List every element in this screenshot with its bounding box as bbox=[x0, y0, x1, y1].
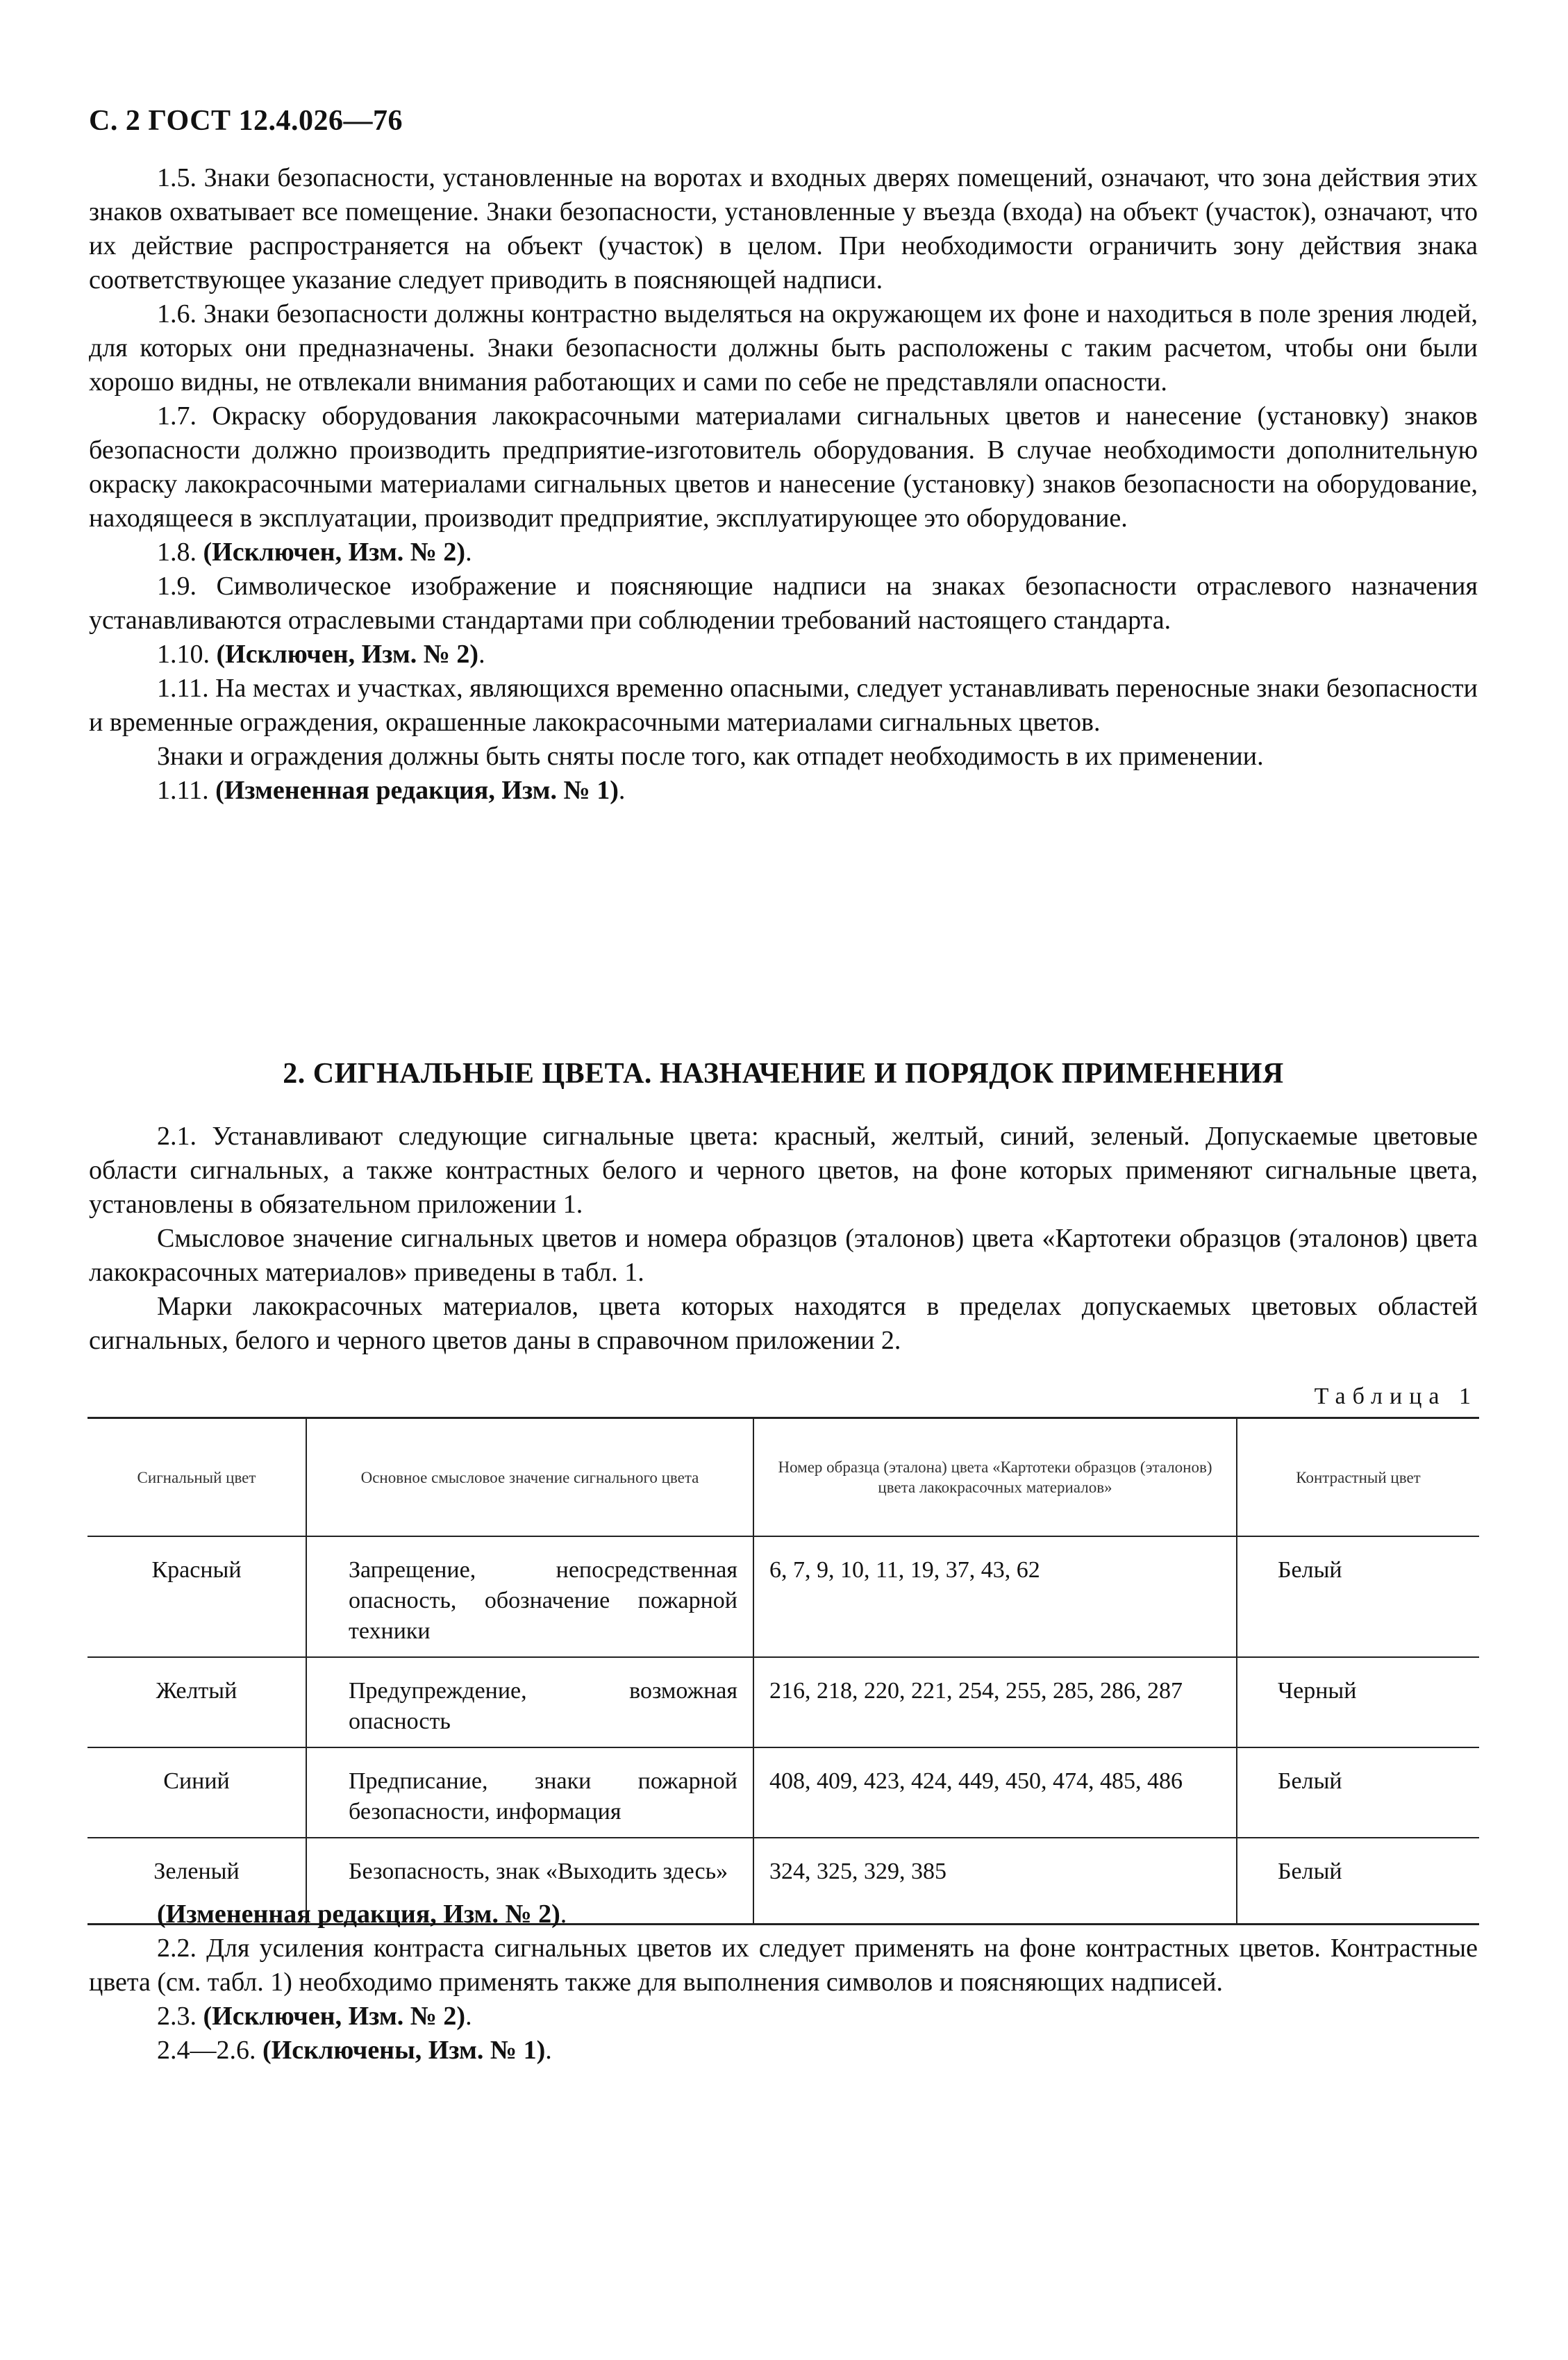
section-2-intro bbox=[89, 1120, 1478, 1358]
cell-contrast: Белый bbox=[1237, 1838, 1479, 1925]
paragraph-signs-removal: Знаки и ограждения должны быть сняты после того, как отпадет необходимость в их применении. bbox=[157, 742, 1264, 771]
clause-suffix: . bbox=[545, 2036, 552, 2065]
signal-colors-table bbox=[87, 1417, 1479, 1925]
clause-suffix: . bbox=[465, 2002, 472, 2031]
cell-samples: 408, 409, 423, 424, 449, 450, 474, 485, 486 bbox=[753, 1747, 1237, 1838]
cell-color: Красный bbox=[87, 1536, 306, 1657]
clause-suffix: . bbox=[560, 1900, 567, 1929]
cell-samples: 324, 325, 329, 385 bbox=[753, 1838, 1237, 1925]
cell-samples: 216, 218, 220, 221, 254, 255, 285, 286, 287 bbox=[753, 1657, 1237, 1747]
paragraph-paint-brands: Марки лакокрасочных материалов, цвета которых находятся в пределах допускаемых цветовых областей сигнальных, белого и черного цветов даны в справочном приложении 2. bbox=[89, 1292, 1478, 1355]
cell-color: Зеленый bbox=[87, 1838, 306, 1925]
cell-meaning: Предупреждение, возможная опасность bbox=[306, 1657, 753, 1747]
cell-contrast: Белый bbox=[1237, 1536, 1479, 1657]
amendment-note: (Исключен, Изм. № 2) bbox=[203, 2002, 466, 2031]
header-contrast-color: Контрастный цвет bbox=[1237, 1418, 1479, 1537]
paragraph-1-5: 1.5. Знаки безопасности, установленные на воротах и входных дверях помещений, означают, что зона действия этих знаков охватывает все помещение. Знаки безопасности, установленные у въезда (входа) на объект (участок), означают, что их действие распространяется на объект (участок) в целом. При необходимости ограничить зону действия знака соответствующее указание следует приводить в поясняющей надписи. bbox=[89, 163, 1478, 294]
table-row bbox=[87, 1657, 1479, 1747]
cell-contrast: Белый bbox=[1237, 1747, 1479, 1838]
paragraph-1-7: 1.7. Окраску оборудования лакокрасочными материалами сигнальных цветов и нанесение (установку) знаков безопасности должно производить предприятие-изготовитель оборудования. В случае необходимости дополнительную окраску лакокрасочными материалами сигнальных цветов и нанесение (установку) знаков безопасности на оборудование, находящееся в эксплуатации, производит предприятие, эксплуатирующее это оборудование. bbox=[89, 401, 1478, 533]
cell-color: Синий bbox=[87, 1747, 306, 1838]
clause-suffix: . bbox=[478, 640, 485, 669]
table-caption: Таблица 1 bbox=[1314, 1383, 1478, 1409]
paragraph-1-8 bbox=[89, 535, 1478, 570]
amendment-note: (Исключен, Изм. № 2) bbox=[216, 640, 479, 669]
paragraph-1-9: 1.9. Символическое изображение и поясняющие надписи на знаках безопасности отраслевого назначения устанавливаются отраслевыми стандартами при соблюдении требований настоящего стандарта. bbox=[89, 572, 1478, 635]
cell-meaning: Предписание, знаки пожарной безопасности, информация bbox=[306, 1747, 753, 1838]
paragraph-1-11-amendment bbox=[89, 774, 1478, 808]
clause-number: 2.4—2.6. bbox=[157, 2036, 262, 2065]
clause-number: 1.8. bbox=[157, 538, 203, 567]
paragraph-2-4-2-6 bbox=[89, 2034, 1478, 2068]
paragraph-1-6: 1.6. Знаки безопасности должны контрастно выделяться на окружающем их фоне и находиться в поле зрения людей, для которых они предназначены. Знаки безопасности должны быть расположены с таким расчетом, чтобы они были хорошо видны, не отвлекали внимания работающих и сами по себе не представляли опасности. bbox=[89, 299, 1478, 397]
paragraph-2-3 bbox=[89, 2000, 1478, 2034]
cell-meaning: Запрещение, непосредственная опасность, обозначение пожарной техники bbox=[306, 1536, 753, 1657]
section-1-body bbox=[89, 161, 1478, 808]
section-2-continuation bbox=[89, 1897, 1478, 2068]
section-2-title: 2. СИГНАЛЬНЫЕ ЦВЕТА. НАЗНАЧЕНИЕ И ПОРЯДОК ПРИМЕНЕНИЯ bbox=[283, 1058, 1284, 1090]
paragraph-1-10 bbox=[89, 638, 1478, 672]
clause-number: 1.10. bbox=[157, 640, 217, 669]
paragraph-2-2: 2.2. Для усиления контраста сигнальных цветов их следует применять на фоне контрастных цветов. Контрастные цвета (см. табл. 1) необходимо применять также для выполнения символов и поясняющих надписей. bbox=[89, 1934, 1478, 1997]
clause-suffix: . bbox=[465, 538, 472, 567]
cell-color: Желтый bbox=[87, 1657, 306, 1747]
amendment-note: (Исключены, Изм. № 1) bbox=[262, 2036, 546, 2065]
table-row bbox=[87, 1747, 1479, 1838]
clause-number: 2.3. bbox=[157, 2002, 203, 2031]
amendment-note: (Исключен, Изм. № 2) bbox=[203, 538, 466, 567]
cell-samples: 6, 7, 9, 10, 11, 19, 37, 43, 62 bbox=[753, 1536, 1237, 1657]
amendment-note: (Измененная редакция, Изм. № 1) bbox=[215, 776, 619, 805]
paragraph-1-11: 1.11. На местах и участках, являющихся временно опасными, следует устанавливать переносные знаки безопасности и временные ограждения, окрашенные лакокрасочными материалами сигнальных цветов. bbox=[89, 674, 1478, 737]
clause-suffix: . bbox=[618, 776, 626, 805]
clause-number: 1.11. bbox=[157, 776, 216, 805]
cell-contrast: Черный bbox=[1237, 1657, 1479, 1747]
table-header-row bbox=[87, 1418, 1479, 1537]
paragraph-2-1: 2.1. Устанавливают следующие сигнальные цвета: красный, желтый, синий, зеленый. Допускаемые цветовые области сигнальных, а также контрастных белого и черного цветов, на фоне которых применяют сигнальные цвета, установлены в обязательном приложении 1. bbox=[89, 1122, 1478, 1219]
header-meaning: Основное смысловое значение сигнального цвета bbox=[306, 1418, 753, 1537]
page-header: С. 2 ГОСТ 12.4.026—76 bbox=[89, 105, 403, 137]
cell-meaning: Безопасность, знак «Выходить здесь» bbox=[306, 1838, 753, 1925]
header-sample-numbers: Номер образца (эталона) цвета «Картотеки образцов (эталонов) цвета лакокрасочных материалов» bbox=[753, 1418, 1237, 1537]
table-row bbox=[87, 1536, 1479, 1657]
paragraph-semantic-meaning: Смысловое значение сигнальных цветов и номера образцов (эталонов) цвета «Картотеки образцов (эталонов) цвета лакокрасочных материалов» приведены в табл. 1. bbox=[89, 1224, 1478, 1287]
amendment-note: (Измененная редакция, Изм. № 2) bbox=[157, 1900, 560, 1929]
paragraph-table-amendment bbox=[89, 1897, 1478, 1931]
header-signal-color: Сигнальный цвет bbox=[87, 1418, 306, 1537]
